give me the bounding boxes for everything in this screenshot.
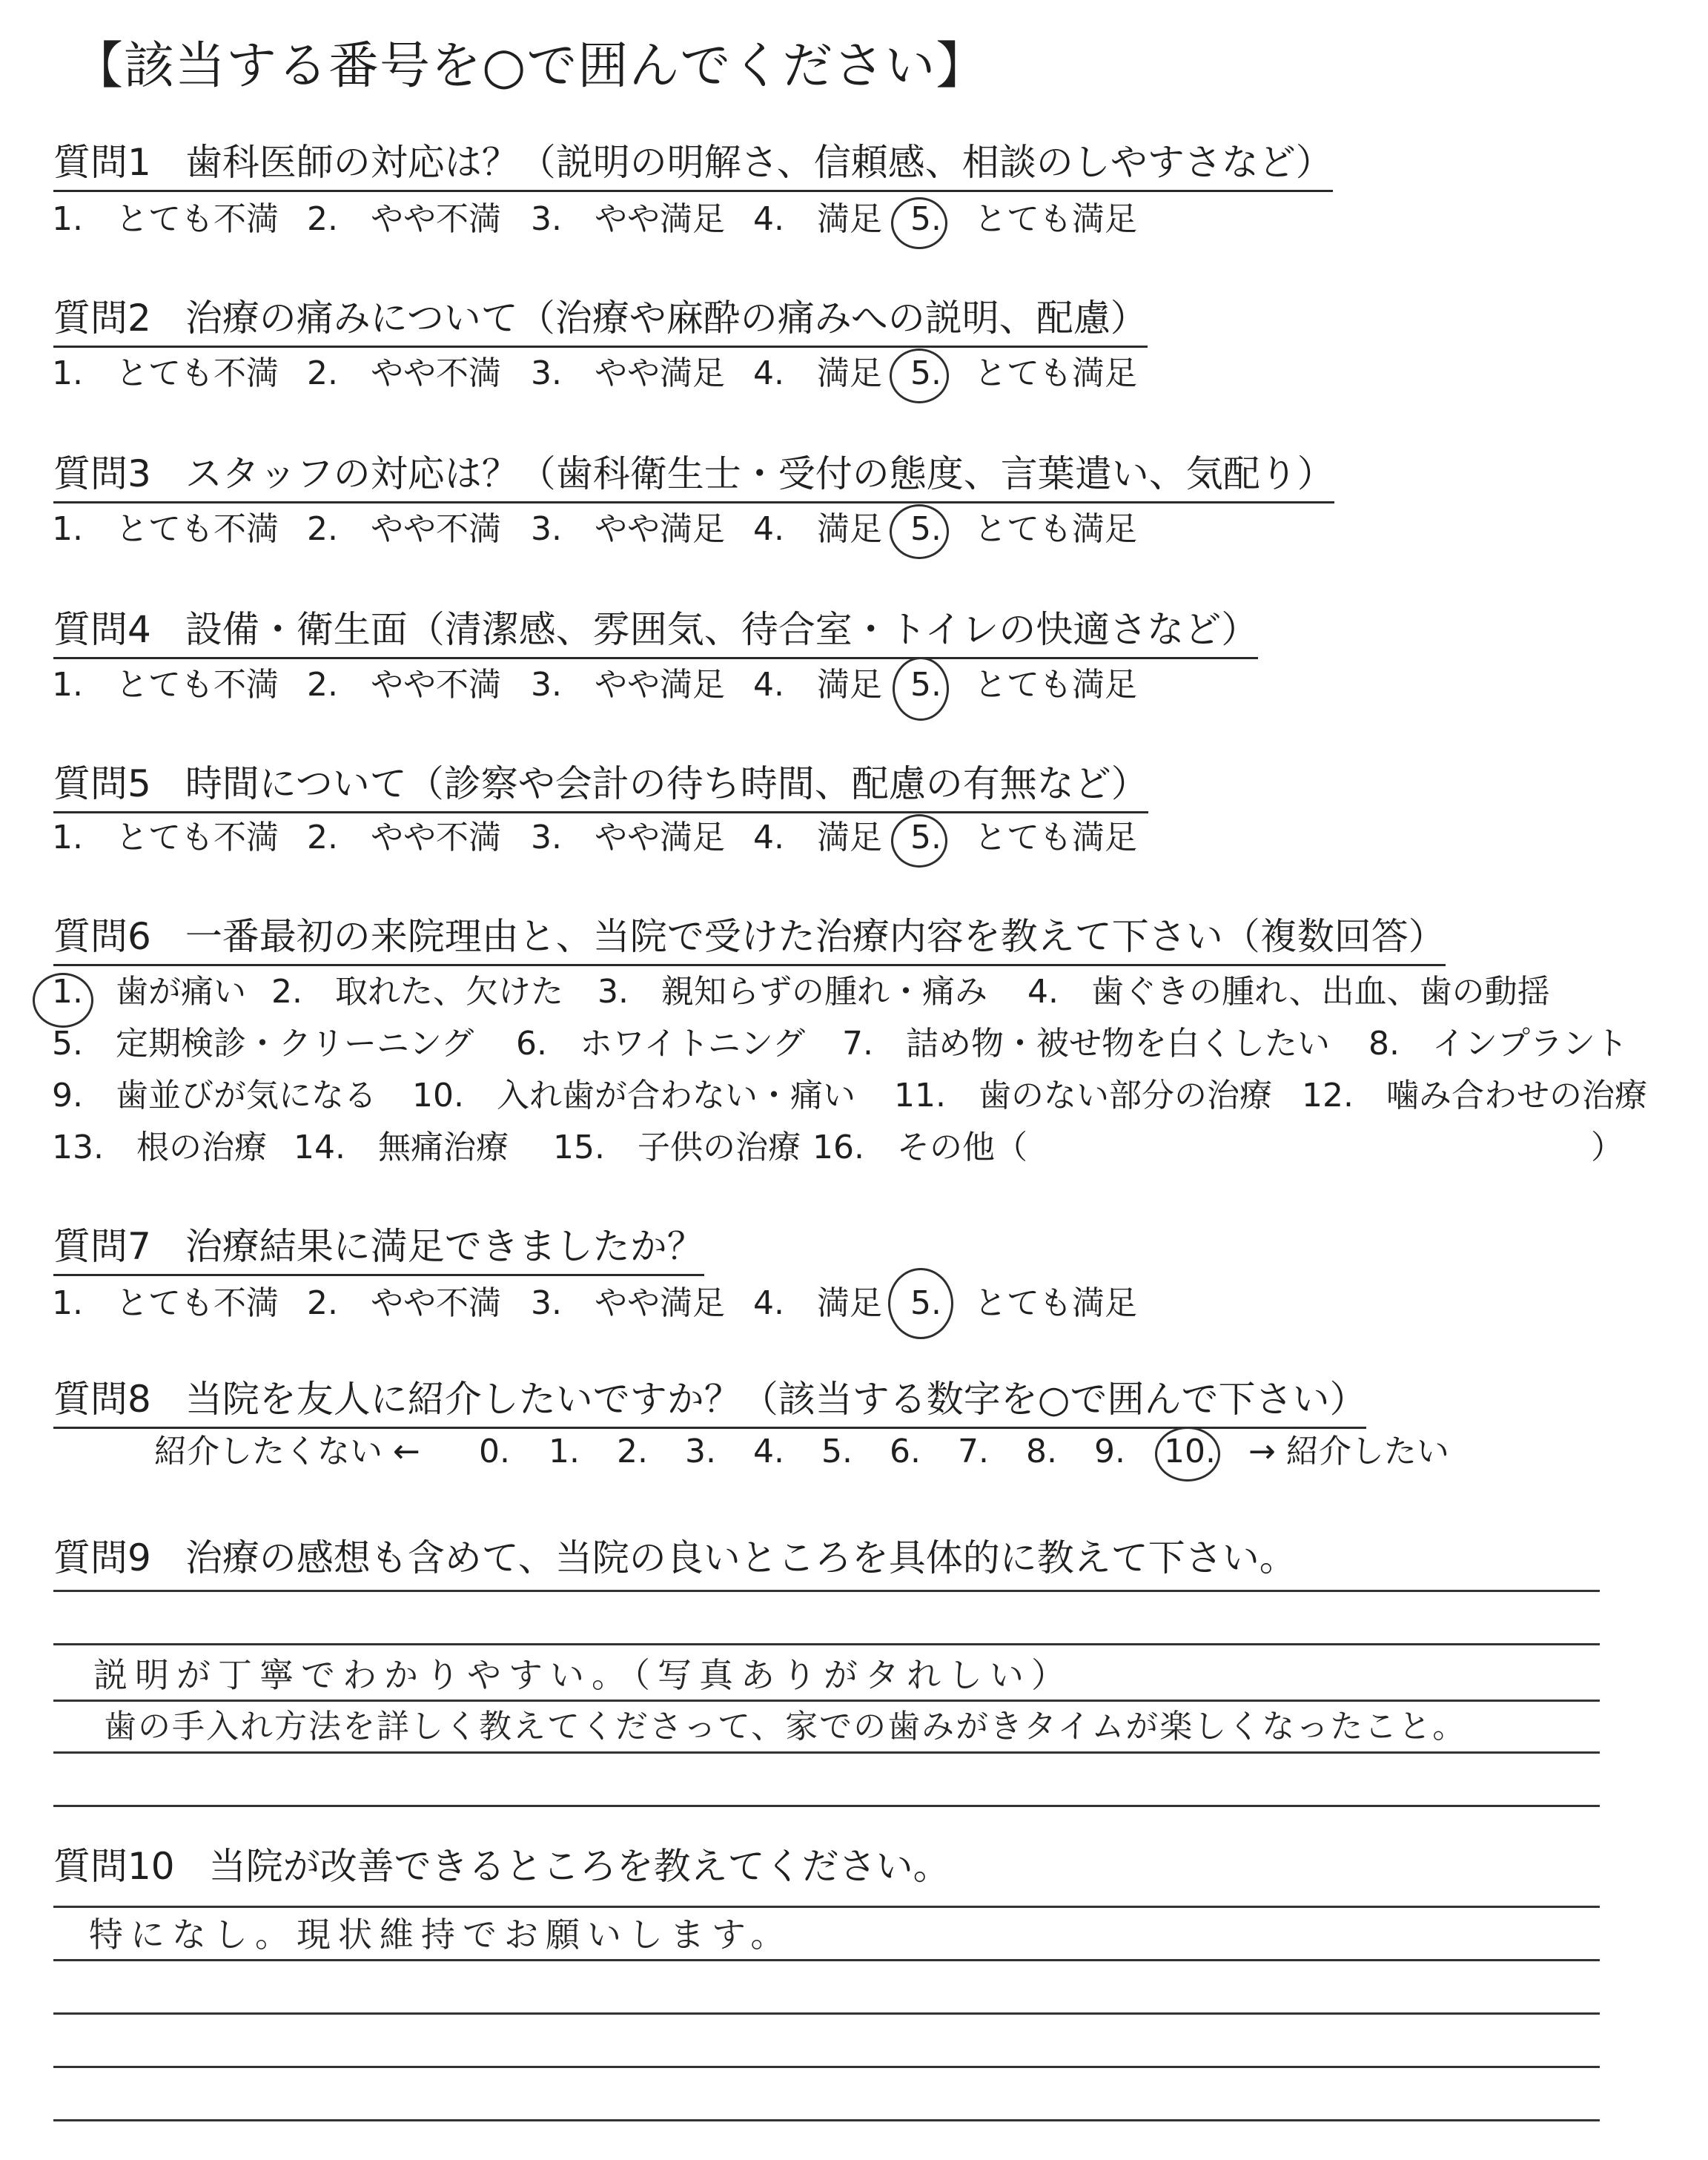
question-number: 質問4: [53, 608, 151, 651]
answer-circle: [891, 814, 947, 868]
option-2-label[interactable]: 2. やや不満: [307, 666, 501, 704]
question-text: 治療の痛みについて（治療や麻酔の痛みへの説明、配慮）: [185, 297, 1148, 340]
answer-circle: [890, 349, 949, 403]
answer-line: [53, 1805, 1600, 1807]
answer-line: [53, 1906, 1600, 1908]
reason-option-16[interactable]: 16. その他（: [812, 1129, 1027, 1166]
option-5-label[interactable]: 5. とても満足: [910, 1284, 1137, 1322]
answer-circle: [1155, 1427, 1220, 1482]
scale-10[interactable]: 10.: [1164, 1433, 1216, 1470]
option-2-label[interactable]: 2. やや不満: [307, 510, 501, 548]
option-4-label[interactable]: 4. 満足: [753, 510, 882, 548]
answer-circle: [33, 973, 93, 1028]
handwritten-answer-line-1: 特になし。現状維持でお願いします。: [89, 1915, 792, 1955]
question-8: [53, 1376, 1366, 1429]
option-1-label[interactable]: 1. とても不満: [52, 200, 279, 238]
reason-option-4[interactable]: 4. 歯ぐきの腫れ、出血、歯の動揺: [1027, 973, 1550, 1011]
option-5-label[interactable]: 5. とても満足: [910, 819, 1137, 856]
option-1-label[interactable]: 1. とても不満: [52, 666, 279, 704]
scale-1[interactable]: 1.: [549, 1433, 580, 1470]
reason-option-5[interactable]: 5. 定期検診・クリーニング: [52, 1025, 474, 1063]
reason-option-7[interactable]: 7. 詰め物・被せ物を白くしたい: [842, 1025, 1330, 1063]
question-text: 時間について（診察や会計の待ち時間、配慮の有無など）: [185, 762, 1148, 805]
scale-6[interactable]: 6.: [890, 1433, 921, 1470]
option-3-label[interactable]: 3. やや満足: [531, 1284, 725, 1322]
question-text: スタッフの対応は？（歯科衛生士・受付の態度、言葉遣い、気配り）: [185, 452, 1334, 495]
answer-line: [53, 2012, 1600, 2015]
reason-option-9[interactable]: 9. 歯並びが気になる: [52, 1077, 377, 1114]
answer-circle: [888, 1268, 953, 1339]
question-10: [53, 1843, 950, 1889]
option-3-label[interactable]: 3. やや満足: [531, 819, 725, 856]
answer-circle: [893, 657, 949, 721]
question-text: 当院を友人に紹介したいですか？（該当する数字を○で囲んで下さい）: [185, 1378, 1367, 1421]
question-1: [53, 139, 1333, 192]
reason-option-6[interactable]: 6. ホワイトニング: [516, 1025, 806, 1063]
option-3-label[interactable]: 3. やや満足: [531, 354, 725, 392]
reason-option-1[interactable]: 1. 歯が痛い: [52, 973, 246, 1011]
answer-circle: [891, 197, 947, 249]
question-number: 質問3: [53, 452, 151, 495]
question-2: [53, 295, 1148, 348]
question-text: 治療結果に満足できましたか？: [185, 1225, 704, 1268]
option-5-label[interactable]: 5. とても満足: [910, 200, 1137, 238]
form-instruction-title: 【該当する番号を○で囲んでください】: [73, 37, 987, 96]
question-number: 質問6: [53, 915, 151, 958]
question-7: [53, 1223, 704, 1276]
answer-line: [53, 2066, 1600, 2068]
scale-0[interactable]: 0.: [479, 1433, 510, 1470]
question-text: 歯科医師の対応は？（説明の明解さ、信頼感、相談のしやすさなど）: [185, 141, 1333, 184]
handwritten-answer-line-1: 説明が丁寧でわかりやすい。（写真ありがタれしい）: [93, 1655, 1073, 1695]
option-4-label[interactable]: 4. 満足: [753, 200, 882, 238]
scale-left-label: 紹介したくない ←: [154, 1433, 420, 1470]
scale-8[interactable]: 8.: [1026, 1433, 1057, 1470]
question-number: 質問8: [53, 1378, 151, 1421]
scale-4[interactable]: 4.: [753, 1433, 784, 1470]
option-3-label[interactable]: 3. やや満足: [531, 510, 725, 548]
option-1-label[interactable]: 1. とても不満: [52, 1284, 279, 1322]
option-4-label[interactable]: 4. 満足: [753, 354, 882, 392]
option-4-label[interactable]: 4. 満足: [753, 1284, 882, 1322]
option-1-label[interactable]: 1. とても不満: [52, 819, 279, 856]
answer-line: [53, 1959, 1600, 1961]
option-5-label[interactable]: 5. とても満足: [910, 510, 1137, 548]
scale-5[interactable]: 5.: [821, 1433, 853, 1470]
option-3-label[interactable]: 3. やや満足: [531, 200, 725, 238]
option-2-label[interactable]: 2. やや不満: [307, 819, 501, 856]
answer-line: [53, 1751, 1600, 1754]
other-close-paren: ）: [1591, 1129, 1623, 1166]
question-number: 質問10: [53, 1845, 175, 1888]
scale-right-label: → 紹介したい: [1248, 1433, 1449, 1470]
question-number: 質問9: [53, 1536, 151, 1579]
option-2-label[interactable]: 2. やや不満: [307, 1284, 501, 1322]
scale-2[interactable]: 2.: [617, 1433, 648, 1470]
question-number: 質問1: [53, 141, 151, 184]
reason-option-14[interactable]: 14. 無痛治療: [294, 1129, 509, 1166]
option-5-label[interactable]: 5. とても満足: [910, 666, 1137, 704]
question-text: 当院が改善できるところを教えてください。: [208, 1845, 950, 1888]
question-9: [53, 1535, 1297, 1581]
reason-option-15[interactable]: 15. 子供の治療: [553, 1129, 801, 1166]
option-2-label[interactable]: 2. やや不満: [307, 354, 501, 392]
question-4: [53, 607, 1258, 659]
option-1-label[interactable]: 1. とても不満: [52, 510, 279, 548]
question-number: 質問5: [53, 762, 151, 805]
question-6: [53, 914, 1446, 966]
reason-option-10[interactable]: 10. 入れ歯が合わない・痛い: [412, 1077, 855, 1114]
answer-line: [53, 2119, 1600, 2121]
option-2-label[interactable]: 2. やや不満: [307, 200, 501, 238]
question-text: 設備・衛生面（清潔感、雰囲気、待合室・トイレの快適さなど）: [185, 608, 1259, 651]
question-number: 質問2: [53, 297, 151, 340]
reason-option-8[interactable]: 8. インプラント: [1368, 1025, 1628, 1063]
reason-option-3[interactable]: 3. 親知らずの腫れ・痛み: [598, 973, 987, 1011]
scale-3[interactable]: 3.: [685, 1433, 716, 1470]
reason-option-12[interactable]: 12. 噛み合わせの治療: [1302, 1077, 1647, 1114]
reason-option-13[interactable]: 13. 根の治療: [52, 1129, 267, 1166]
option-1-label[interactable]: 1. とても不満: [52, 354, 279, 392]
answer-line: [53, 1643, 1600, 1645]
answer-circle: [890, 504, 949, 559]
reason-option-2[interactable]: 2. 取れた、欠けた: [271, 973, 563, 1011]
answer-line: [53, 1590, 1600, 1592]
reason-option-11[interactable]: 11. 歯のない部分の治療: [894, 1077, 1272, 1114]
question-3: [53, 451, 1334, 503]
option-4-label[interactable]: 4. 満足: [753, 666, 882, 704]
question-text: 一番最初の来院理由と、当院で受けた治療内容を教えて下さい（複数回答）: [185, 915, 1446, 958]
option-3-label[interactable]: 3. やや満足: [531, 666, 725, 704]
scale-9[interactable]: 9.: [1094, 1433, 1125, 1470]
question-5: [53, 761, 1148, 813]
option-4-label[interactable]: 4. 満足: [753, 819, 882, 856]
question-text: 治療の感想も含めて、当院の良いところを具体的に教えて下さい。: [185, 1536, 1297, 1579]
answer-line: [53, 1700, 1600, 1702]
option-5-label[interactable]: 5. とても満足: [910, 354, 1137, 392]
question-number: 質問7: [53, 1225, 151, 1268]
handwritten-answer-line-2: 歯の手入れ方法を詳しく教えてくださって、家での歯みがきタイムが楽しくなったこと。: [104, 1708, 1467, 1745]
scale-7[interactable]: 7.: [958, 1433, 989, 1470]
